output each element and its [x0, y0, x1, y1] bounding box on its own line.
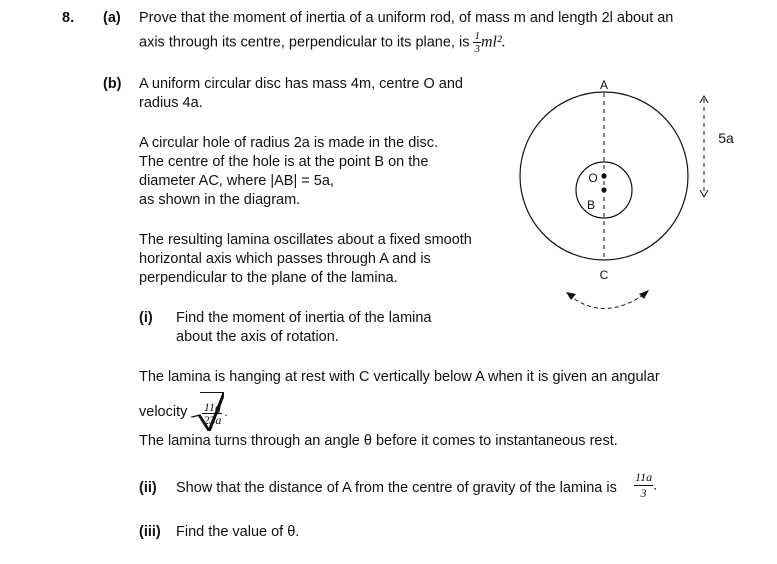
part-b-para1-line2: radius 4a. — [139, 95, 203, 111]
velocity-frac-num: 11g — [203, 399, 221, 414]
label-b: B — [586, 198, 596, 212]
part-b-label: (b) — [103, 76, 122, 92]
velocity-label: velocity — [139, 403, 188, 420]
label-a: A — [599, 78, 609, 92]
label-o: O — [588, 171, 598, 185]
part-b-para2-line4: as shown in the diagram. — [139, 192, 301, 208]
dimension-arrow-down-icon — [700, 190, 708, 197]
part-i-line2: about the axis of rotation. — [176, 329, 339, 345]
part-ii-text: Show that the distance of A from the centre of gravity of the lamina is — [176, 480, 617, 496]
point-o — [601, 173, 606, 178]
part-ii-fraction-wrap: $\frac{11a}{3}$ . — [635, 470, 658, 500]
part-ii-frac-num: 11a — [635, 470, 653, 484]
part-b-para2-line1: A circular hole of radius 2a is made in the disc. — [139, 135, 439, 151]
arc-arrowhead-left-icon — [566, 292, 576, 300]
dimension-label: 5a — [718, 130, 734, 146]
part-a-line2-text: axis through its centre, perpendicular to its plane, is — [139, 34, 474, 51]
part-b-para3-line3: perpendicular to the plane of the lamina. — [139, 270, 398, 286]
rest-line3: The lamina turns through an angle θ before it comes to instantaneous rest. — [139, 433, 618, 449]
part-ii-frac-den: 3 — [640, 486, 647, 500]
part-ii-label: (ii) — [139, 480, 157, 496]
velocity-line: velocity $\frac{11g}{23a}$ . — [139, 392, 228, 432]
part-a-frac-den: 3 — [474, 43, 480, 55]
arc-arrowhead-right-icon — [639, 290, 649, 299]
part-i-label: (i) — [139, 310, 153, 326]
part-i-line1: Find the moment of inertia of the lamina — [176, 310, 432, 326]
part-b-para2-line2: The centre of the hole is at the point B on the — [139, 154, 429, 170]
part-iii-text: Find the value of θ. — [176, 524, 300, 540]
point-b — [601, 187, 606, 192]
question-number: 8. — [62, 10, 75, 26]
part-a-expr: ml². — [480, 33, 506, 51]
part-b-para1-line1: A uniform circular disc has mass 4m, centre O and — [139, 76, 463, 92]
part-a-frac-num: 1 — [474, 30, 480, 42]
part-a-line1: Prove that the moment of inertia of a uniform rod, of mass m and length 2l about an — [139, 10, 674, 26]
part-b-para3-line2: horizontal axis which passes through A and is — [139, 251, 431, 267]
part-b-para2-line3: diameter AC, where |AB| = 5a, — [139, 173, 334, 189]
rest-line1: The lamina is hanging at rest with C vertically below A when it is given an angular — [139, 369, 660, 385]
velocity-frac-den: 23a — [203, 412, 222, 427]
part-a-label: (a) — [103, 10, 121, 26]
part-b-para3-line1: The resulting lamina oscillates about a fixed smooth — [139, 232, 472, 248]
label-c: C — [599, 268, 609, 282]
oscillation-arc — [569, 293, 646, 309]
part-iii-label: (iii) — [139, 524, 161, 540]
